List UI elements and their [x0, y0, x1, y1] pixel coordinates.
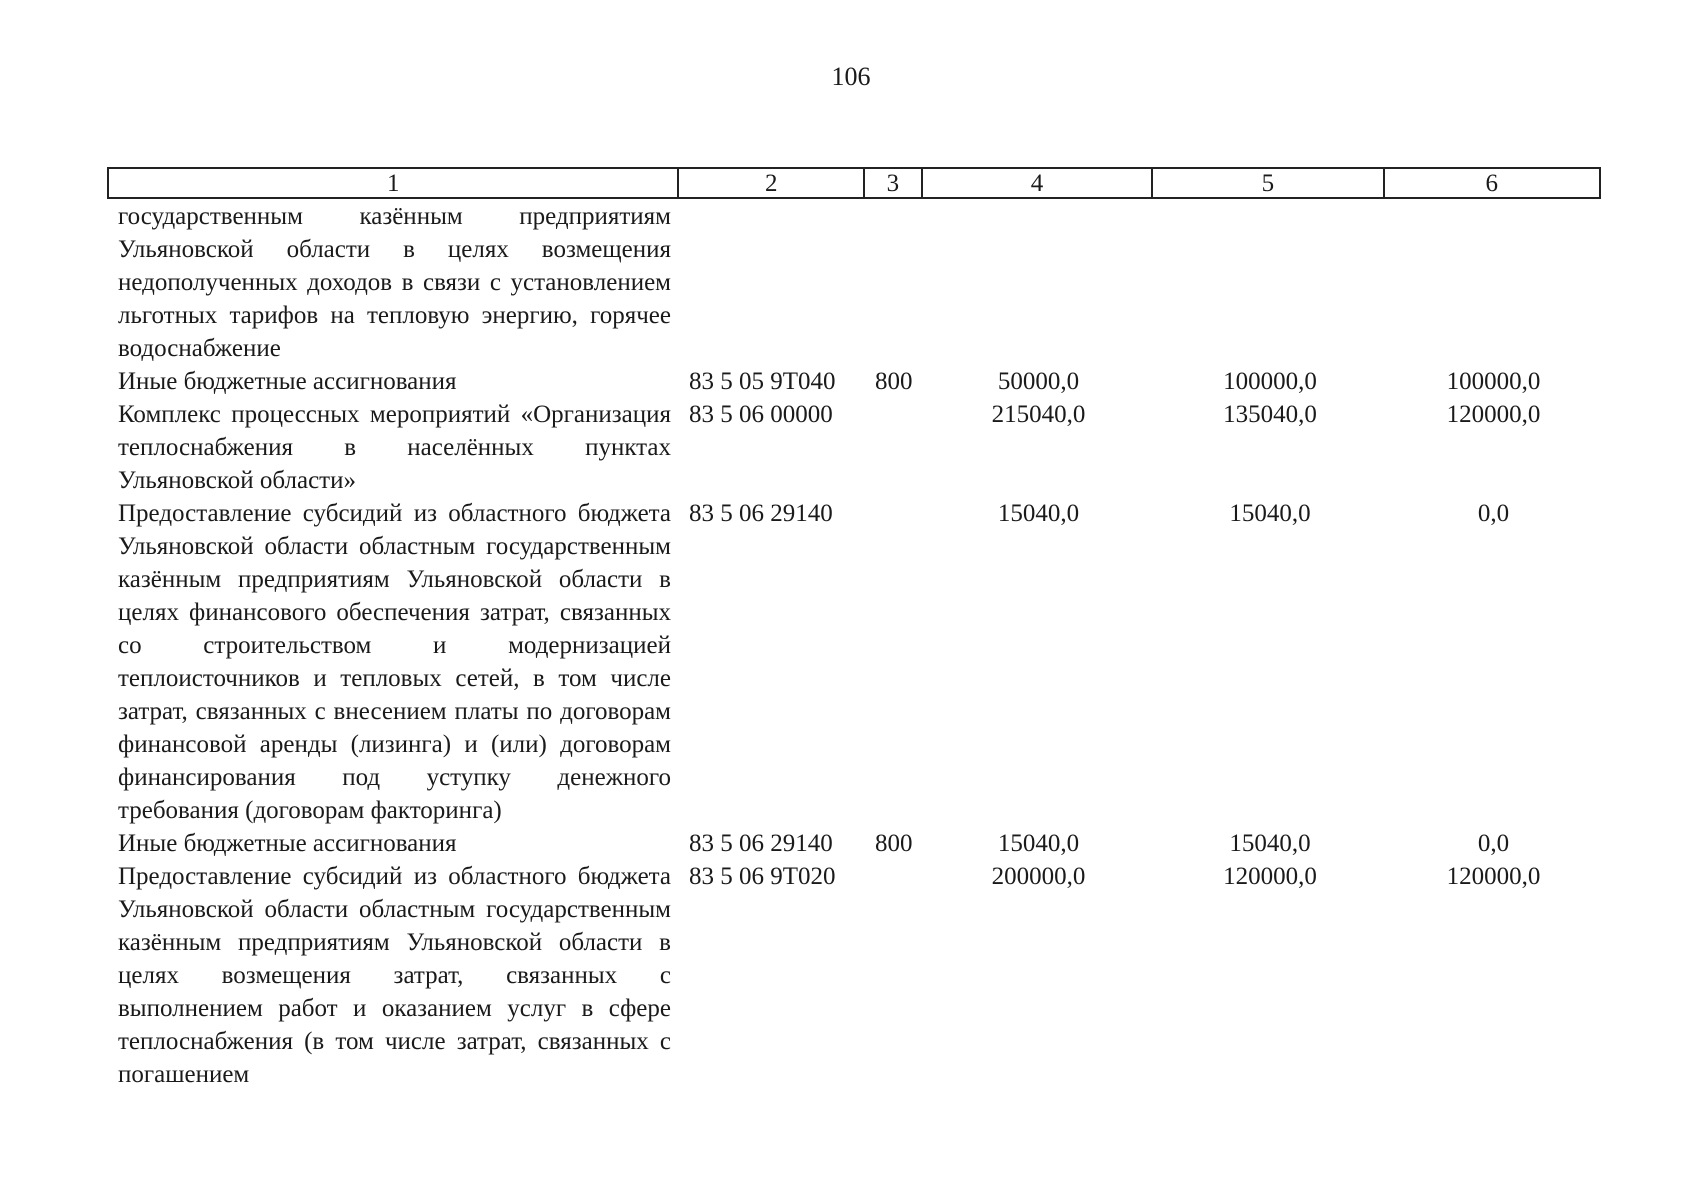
- table-row: [107, 827, 1601, 860]
- row-value-6: 0,0: [1477, 830, 1510, 857]
- row-description: государственным казённым предприятиям Ульяновской области в целях возмещения недополученных доходов в связи с установлением льготных тарифов на тепловую энергию, горячее водоснабжение: [118, 203, 671, 362]
- page-number: 106: [831, 62, 871, 91]
- row-code: 83 5 06 29140: [689, 500, 833, 527]
- row-value-5: 15040,0: [1229, 500, 1311, 527]
- row-value-4: 215040,0: [991, 401, 1086, 428]
- row-description: Предоставление субсидий из областного бюджета Ульяновской области областным государственным казённым предприятиям Ульяновской области в целях финансового обеспечения затрат, связанных со строительством и модернизацией теплоисточников и тепловых сетей, в том числе затрат, связанных с внесением платы по договорам финансовой аренды (лизинга) и (или) договорам финансирования под уступку денежного требования (договорам факторинга): [118, 500, 671, 824]
- column-header-5: 5: [1153, 169, 1384, 197]
- row-value-6: 120000,0: [1446, 863, 1541, 890]
- row-description: Предоставление субсидий из областного бюджета Ульяновской области областным государственным казённым предприятиям Ульяновской области в целях возмещения затрат, связанных с выполнением работ и оказанием услуг в сфере теплоснабжения (в том числе затрат, связанных с погашением: [118, 863, 671, 1088]
- row-value-5: 15040,0: [1229, 830, 1311, 857]
- row-value-5: [1154, 200, 1386, 365]
- table-header: [107, 167, 1601, 199]
- row-code: 83 5 06 00000: [689, 401, 833, 428]
- table-row: [107, 497, 1601, 827]
- row-value-4: 50000,0: [997, 368, 1080, 395]
- column-header-6: 6: [1485, 170, 1499, 197]
- row-value-6: 120000,0: [1446, 401, 1541, 428]
- row-description: Комплекс процессных мероприятий «Организация теплоснабжения в населённых пунктах Ульяновской области»: [118, 401, 671, 494]
- column-header-2: 2: [679, 169, 865, 197]
- row-value-4: 15040,0: [997, 830, 1080, 857]
- table-row: [107, 365, 1601, 398]
- row-value-5: 120000,0: [1223, 863, 1317, 890]
- row-code: 83 5 05 9Т040: [689, 368, 836, 395]
- row-value-6: 100000,0: [1446, 368, 1541, 395]
- row-value-4: [923, 200, 1154, 365]
- row-value-5: 135040,0: [1223, 401, 1317, 428]
- row-value-6: [1386, 200, 1601, 365]
- row-value-4: 200000,0: [991, 863, 1086, 890]
- row-value-6: 0,0: [1477, 500, 1510, 527]
- row-value-4: 15040,0: [997, 500, 1080, 527]
- table-row: [107, 398, 1601, 497]
- row-expense-type: 800: [875, 830, 913, 857]
- table-body: [107, 200, 1601, 1091]
- row-expense-type: [865, 860, 923, 1091]
- table-row: [107, 860, 1601, 1091]
- row-expense-type: [865, 398, 923, 497]
- row-description: Иные бюджетные ассигнования: [118, 830, 457, 857]
- row-expense-type: [865, 497, 923, 827]
- row-expense-type: [865, 200, 923, 365]
- row-description: Иные бюджетные ассигнования: [118, 368, 457, 395]
- row-code: 83 5 06 29140: [689, 830, 833, 857]
- row-expense-type: 800: [875, 368, 913, 395]
- row-code: 83 5 06 9Т020: [689, 863, 836, 890]
- table-row: [107, 200, 1601, 365]
- column-header-3: 3: [865, 169, 923, 197]
- row-value-5: 100000,0: [1223, 368, 1317, 395]
- row-code: [679, 200, 865, 365]
- column-header-1: 1: [109, 169, 679, 197]
- column-header-4: 4: [923, 169, 1153, 197]
